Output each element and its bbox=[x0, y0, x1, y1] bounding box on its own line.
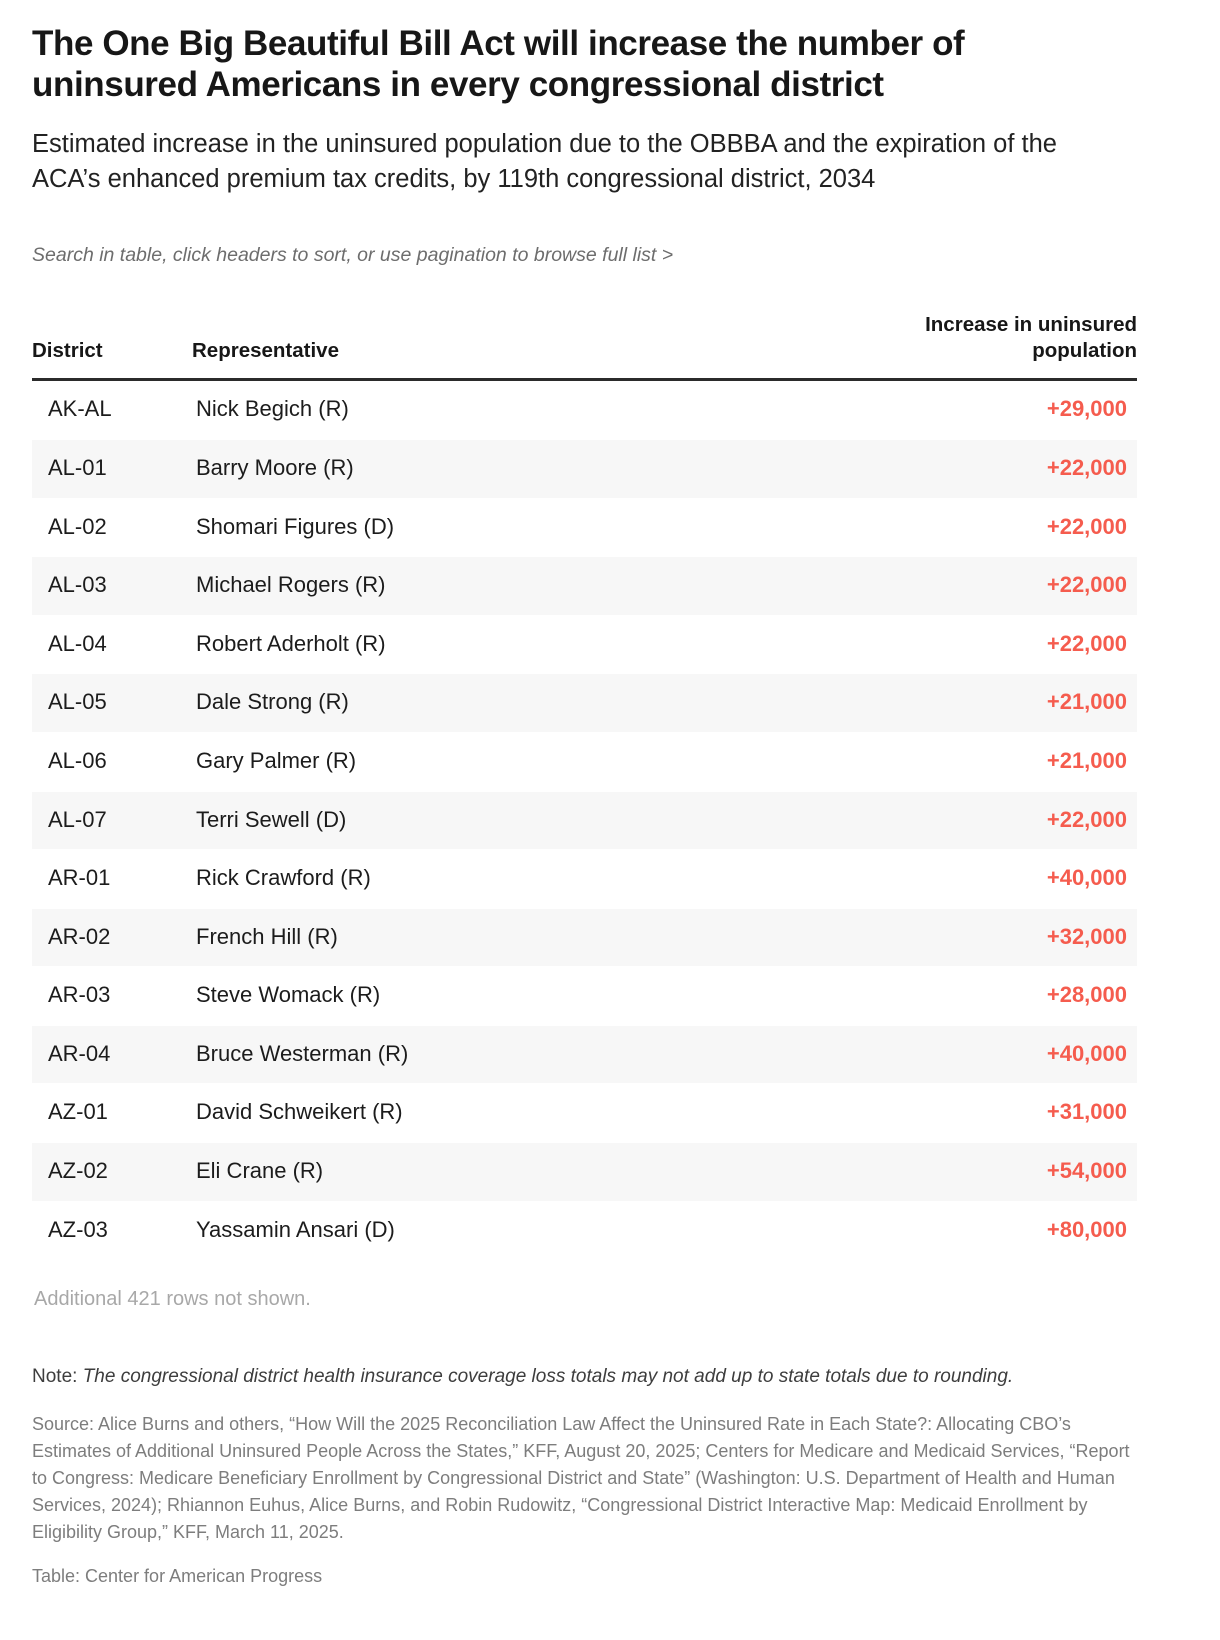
cell-representative: Steve Womack (R) bbox=[192, 967, 832, 1026]
cell-increase-value: +22,000 bbox=[832, 498, 1137, 557]
cell-representative: Eli Crane (R) bbox=[192, 1143, 832, 1202]
cell-increase-value: +80,000 bbox=[832, 1201, 1137, 1260]
table-row bbox=[32, 674, 1137, 733]
cell-increase-value: +29,000 bbox=[832, 380, 1137, 440]
cell-increase-value: +22,000 bbox=[832, 557, 1137, 616]
table-header-row bbox=[32, 312, 1137, 380]
column-header-district[interactable]: District bbox=[32, 339, 103, 363]
table-row bbox=[32, 732, 1137, 791]
cell-district: AL-04 bbox=[32, 615, 192, 674]
cell-representative: Shomari Figures (D) bbox=[192, 498, 832, 557]
note-label: Note: bbox=[32, 1366, 78, 1388]
table-row bbox=[32, 908, 1137, 967]
page-title: The One Big Beautiful Bill Act will increase the number of uninsured Americans in every congressional district bbox=[32, 24, 965, 104]
cell-representative: David Schweikert (R) bbox=[192, 1084, 832, 1143]
cell-representative: Terri Sewell (D) bbox=[192, 791, 832, 850]
table-row bbox=[32, 1025, 1137, 1084]
cell-district: AZ-01 bbox=[32, 1084, 192, 1143]
cell-district: AR-02 bbox=[32, 908, 192, 967]
rows-not-shown-note: Additional 421 rows not shown. bbox=[34, 1288, 311, 1311]
table-credit: Table: Center for American Progress bbox=[32, 1566, 323, 1587]
cell-representative: Yassamin Ansari (D) bbox=[192, 1201, 832, 1260]
cell-district: AL-06 bbox=[32, 732, 192, 791]
cell-representative: Nick Begich (R) bbox=[192, 380, 832, 440]
table-row bbox=[32, 380, 1137, 440]
cell-increase-value: +22,000 bbox=[832, 791, 1137, 850]
table-row bbox=[32, 967, 1137, 1026]
cell-representative: Bruce Westerman (R) bbox=[192, 1025, 832, 1084]
table-row bbox=[32, 791, 1137, 850]
table-row bbox=[32, 1201, 1137, 1260]
table-row bbox=[32, 615, 1137, 674]
cell-representative: Dale Strong (R) bbox=[192, 674, 832, 733]
cell-district: AR-01 bbox=[32, 850, 192, 909]
cell-increase-value: +21,000 bbox=[832, 674, 1137, 733]
cell-district: AR-03 bbox=[32, 967, 192, 1026]
table-row bbox=[32, 1143, 1137, 1202]
cell-district: AL-02 bbox=[32, 498, 192, 557]
cell-district: AZ-02 bbox=[32, 1143, 192, 1202]
cell-increase-value: +40,000 bbox=[832, 1025, 1137, 1084]
cell-increase-value: +54,000 bbox=[832, 1143, 1137, 1202]
cell-district: AR-04 bbox=[32, 1025, 192, 1084]
cell-increase-value: +31,000 bbox=[832, 1084, 1137, 1143]
cell-increase-value: +32,000 bbox=[832, 908, 1137, 967]
table-row bbox=[32, 850, 1137, 909]
cell-representative: Gary Palmer (R) bbox=[192, 732, 832, 791]
cell-increase-value: +21,000 bbox=[832, 732, 1137, 791]
column-header-representative[interactable]: Representative bbox=[192, 339, 339, 363]
search-hint: Search in table, click headers to sort, or use pagination to browse full list > bbox=[32, 243, 674, 266]
chart-footer bbox=[32, 1364, 1132, 1589]
cell-district: AL-07 bbox=[32, 791, 192, 850]
cell-district: AL-01 bbox=[32, 439, 192, 498]
cell-increase-value: +40,000 bbox=[832, 850, 1137, 909]
note-body: The congressional district health insurance coverage loss totals may not add up to state totals due to rounding. bbox=[77, 1366, 1014, 1388]
cell-district: AL-03 bbox=[32, 557, 192, 616]
cell-representative: Barry Moore (R) bbox=[192, 439, 832, 498]
table-row bbox=[32, 498, 1137, 557]
column-header-increase-in-uninsured-population[interactable]: Increase in uninsured population bbox=[925, 312, 1137, 363]
table-row bbox=[32, 439, 1137, 498]
table-row bbox=[32, 1084, 1137, 1143]
cell-increase-value: +28,000 bbox=[832, 967, 1137, 1026]
cell-increase-value: +22,000 bbox=[832, 615, 1137, 674]
page-subtitle: Estimated increase in the uninsured population due to the OBBBA and the expiration of the ACA’s enhanced premium tax credits, by 119th congressional district, 2034 bbox=[32, 130, 1057, 193]
cell-increase-value: +22,000 bbox=[832, 439, 1137, 498]
table-row bbox=[32, 557, 1137, 616]
cell-representative: Rick Crawford (R) bbox=[192, 850, 832, 909]
source-text: Source: Alice Burns and others, “How Will the 2025 Reconciliation Law Affect the Uninsured Rate in Each State?: Allocating CBO’s Estimates of Additional Uninsured People Across the States,” KFF, August 20, 2025; Centers for Medicare and Medicaid Services, “Report to Congress: Medicare Beneficiary Enrollment by Congressional District and State” (Washington: U.S. Department of Health and Human Services, 2024); Rhiannon Euhus, Alice Burns, and Robin Rudowitz, “Congressional District Interactive Map: Medicaid Enrollment by Eligibility Group,” KFF, March 11, 2025. bbox=[32, 1414, 1130, 1543]
note-text bbox=[32, 1364, 1132, 1391]
table-container bbox=[32, 312, 1137, 1260]
table-header bbox=[32, 312, 1137, 380]
table-body bbox=[32, 380, 1137, 1260]
district-uninsured-table bbox=[32, 312, 1137, 1260]
cell-district: AZ-03 bbox=[32, 1201, 192, 1260]
cell-representative: Robert Aderholt (R) bbox=[192, 615, 832, 674]
cell-representative: French Hill (R) bbox=[192, 908, 832, 967]
cell-representative: Michael Rogers (R) bbox=[192, 557, 832, 616]
cell-district: AL-05 bbox=[32, 674, 192, 733]
cell-district: AK-AL bbox=[32, 380, 192, 440]
